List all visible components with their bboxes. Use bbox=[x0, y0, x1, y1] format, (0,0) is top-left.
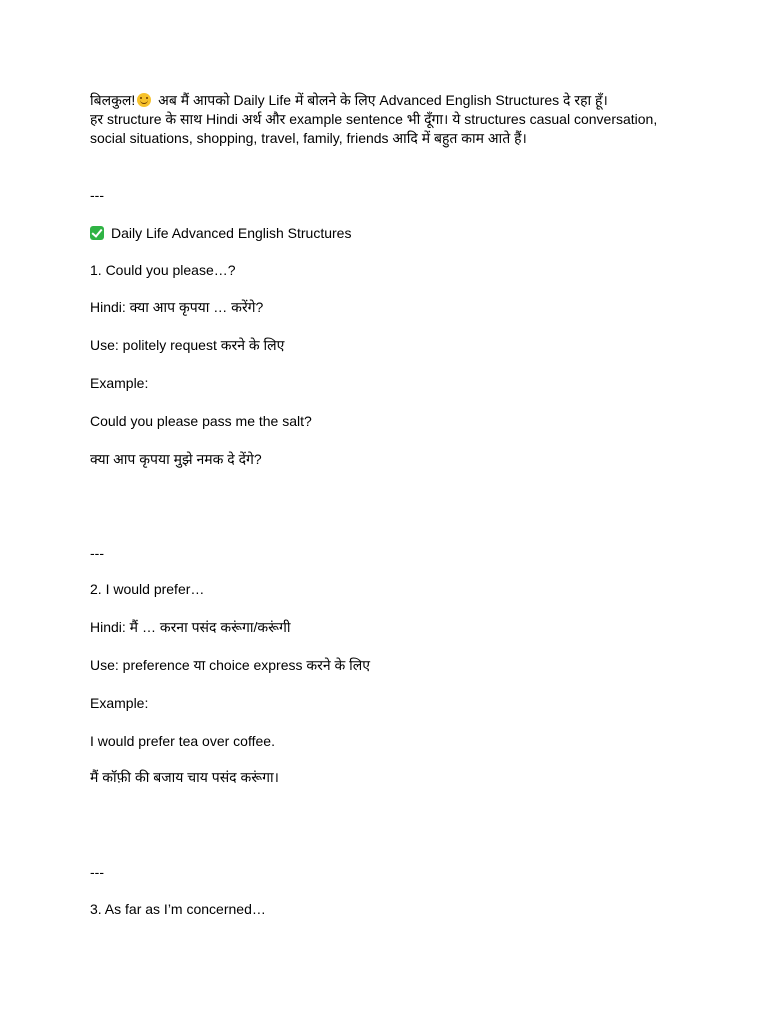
structure-hindi: Hindi: मैं … करना पसंद करूंगा/करूंगी bbox=[90, 619, 291, 635]
example-hindi: क्या आप कृपया मुझे नमक दे देंगे? bbox=[90, 451, 262, 467]
intro-paragraph bbox=[90, 91, 690, 148]
structure-use: Use: preference या choice express करने के लिए bbox=[90, 657, 371, 673]
example-english: Could you please pass me the salt? bbox=[90, 413, 312, 429]
example-label: Example: bbox=[90, 695, 149, 711]
example-hindi: मैं कॉफ़ी की बजाय चाय पसंद करूंगा। bbox=[90, 769, 279, 785]
intro-line-1 bbox=[90, 91, 690, 110]
structure-title: 3. As far as I’m concerned… bbox=[90, 901, 266, 917]
separator: --- bbox=[90, 864, 104, 880]
section-heading-text: Daily Life Advanced English Structures bbox=[111, 225, 352, 241]
example-english: I would prefer tea over coffee. bbox=[90, 733, 275, 749]
separator: --- bbox=[90, 545, 104, 561]
structure-title: 1. Could you please…? bbox=[90, 262, 236, 278]
section-heading bbox=[90, 224, 351, 243]
separator: --- bbox=[90, 187, 104, 203]
check-mark-icon bbox=[90, 226, 104, 240]
intro-exclamation: बिलकुल! bbox=[90, 92, 136, 108]
intro-line-3: social situations, shopping, travel, family, friends आदि में बहुत काम आते हैं। bbox=[90, 130, 527, 146]
smiling-face-icon bbox=[137, 93, 151, 107]
structure-title: 2. I would prefer… bbox=[90, 581, 205, 597]
structure-hindi: Hindi: क्या आप कृपया … करेंगे? bbox=[90, 299, 264, 315]
intro-line-1-text: अब मैं आपको Daily Life में बोलने के लिए Advanced English Structures दे रहा हूँ। bbox=[158, 92, 608, 108]
structure-use: Use: politely request करने के लिए bbox=[90, 337, 285, 353]
example-label: Example: bbox=[90, 375, 149, 391]
intro-line-2: हर structure के साथ Hindi अर्थ और example sentence भी दूँगा। ये structures casual conversation, bbox=[90, 111, 658, 127]
